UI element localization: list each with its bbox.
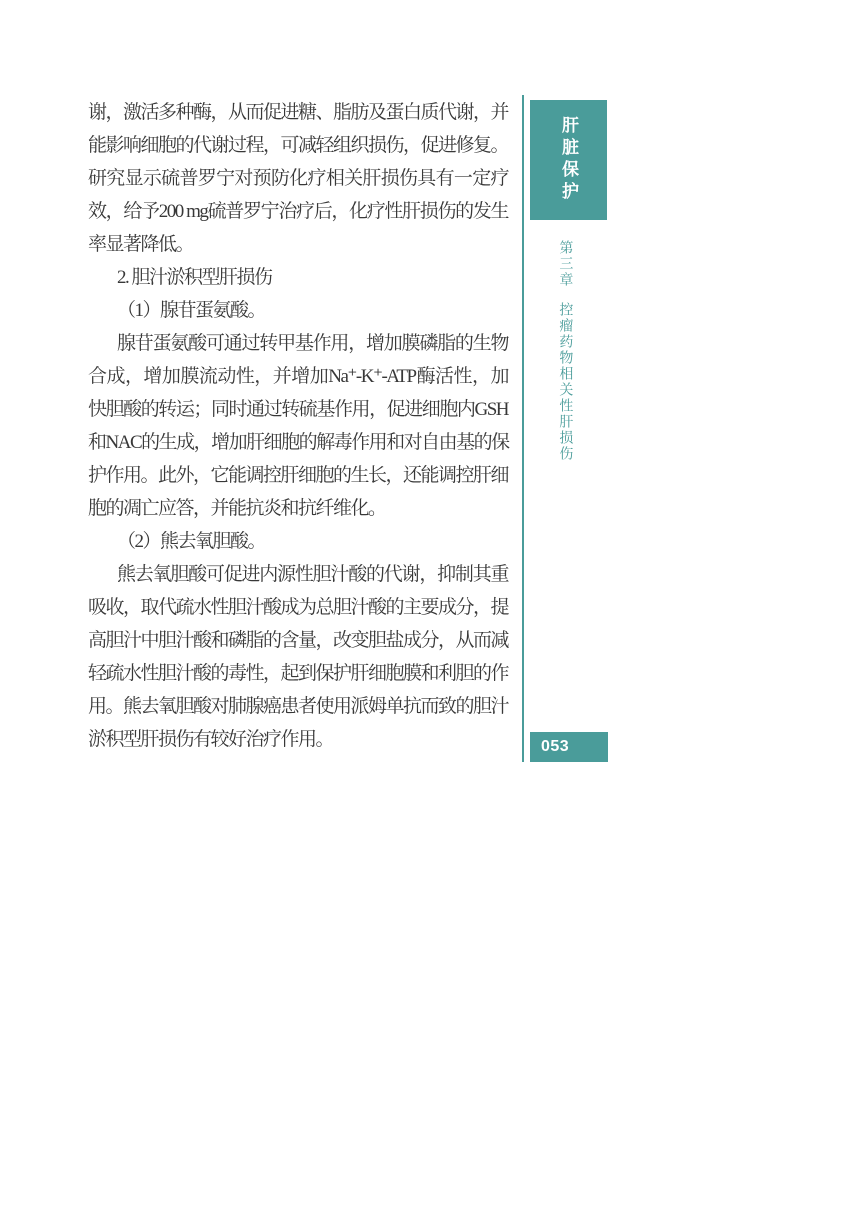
text-line: 谢，激活多种酶，从而促进糖、脂肪及蛋白质代谢，并 bbox=[88, 102, 509, 123]
text-line: 护作用。此外，它能调控肝细胞的生长，还能调控肝细 bbox=[88, 465, 509, 486]
text-line: 能影响细胞的代谢过程，可减轻组织损伤，促进修复。 bbox=[88, 135, 509, 156]
text-line: 效，给予200 mg硫普罗宁治疗后，化疗性肝损伤的发生 bbox=[88, 201, 508, 222]
sidebar-rule bbox=[522, 95, 524, 762]
text-line: 腺苷蛋氨酸可通过转甲基作用，增加膜磷脂的生物 bbox=[117, 333, 508, 354]
section-tab-label: 肝脏保护 bbox=[559, 116, 578, 204]
text-line: 研究显示硫普罗宁对预防化疗相关肝损伤具有一定疗 bbox=[88, 168, 508, 189]
body-text bbox=[88, 96, 508, 756]
text-line: （2）熊去氧胆酸。 bbox=[117, 531, 266, 552]
text-line: 胞的凋亡应答，并能抗炎和抗纤维化。 bbox=[88, 498, 386, 519]
text-line: 熊去氧胆酸可促进内源性胆汁酸的代谢，抑制其重 bbox=[117, 564, 508, 585]
chapter-title: 控瘤药物相关性肝损伤 bbox=[558, 302, 575, 462]
text-line: 用。熊去氧胆酸对肺腺癌患者使用派姆单抗而致的胆汁 bbox=[88, 696, 509, 717]
chapter-number: 第三章 bbox=[558, 240, 575, 288]
text-line: 2. 胆汁淤积型肝损伤 bbox=[117, 267, 272, 288]
chapter-heading bbox=[558, 240, 573, 462]
text-line: 淤积型肝损伤有较好治疗作用。 bbox=[88, 729, 334, 750]
text-line: 高胆汁中胆汁酸和磷脂的含量，改变胆盐成分，从而减 bbox=[88, 630, 509, 651]
text-line: 轻疏水性胆汁酸的毒性，起到保护肝细胞膜和利胆的作 bbox=[88, 663, 509, 684]
page-number-badge bbox=[530, 732, 608, 762]
text-line: （1）腺苷蛋氨酸。 bbox=[117, 300, 266, 321]
section-tab bbox=[530, 100, 607, 220]
text-line: 和NAC的生成，增加肝细胞的解毒作用和对自由基的保 bbox=[88, 432, 509, 453]
page-number: 053 bbox=[541, 738, 570, 755]
text-line: 快胆酸的转运；同时通过转硫基作用，促进细胞内GSH bbox=[88, 399, 508, 420]
text-line: 合成，增加膜流动性，并增加Na⁺-K⁺-ATP酶活性，加 bbox=[88, 366, 508, 387]
text-line: 率显著降低。 bbox=[88, 234, 194, 255]
text-line: 吸收，取代疏水性胆汁酸成为总胆汁酸的主要成分，提 bbox=[88, 597, 509, 618]
